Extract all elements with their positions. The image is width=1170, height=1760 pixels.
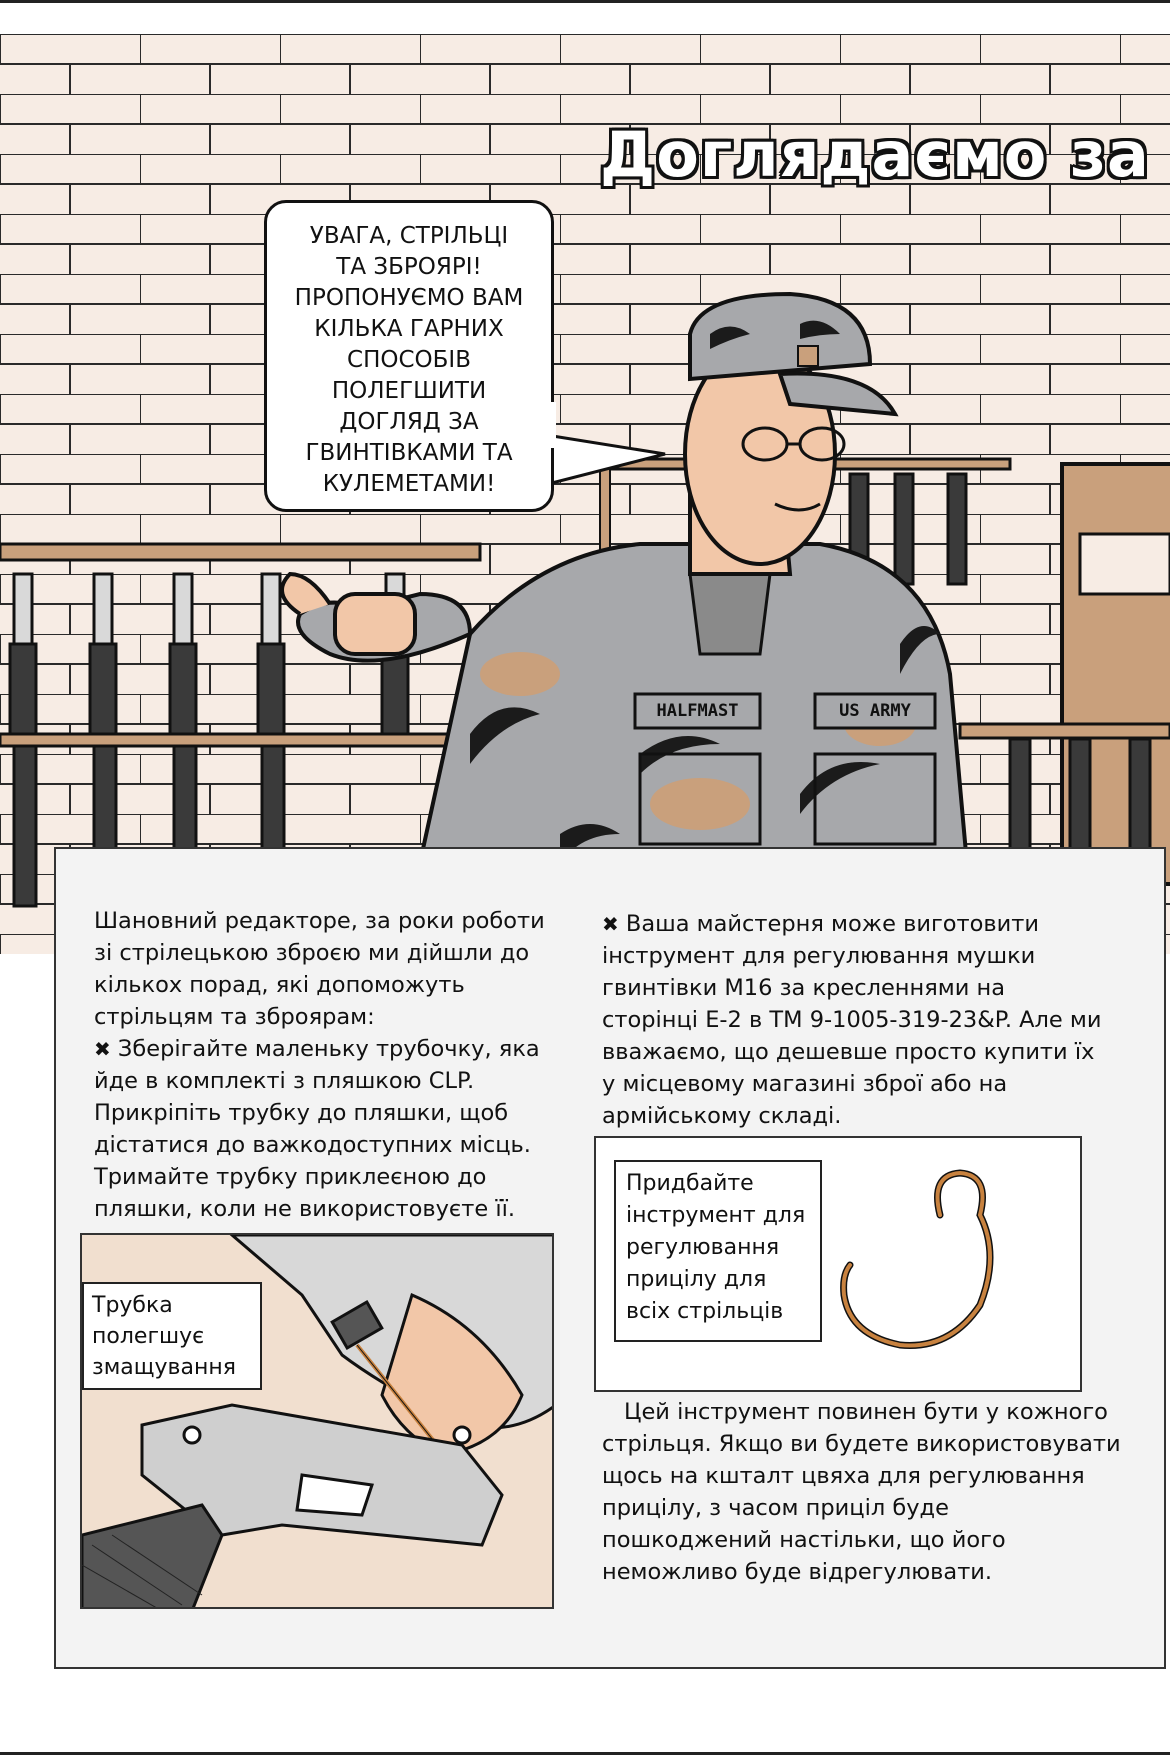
branch-tape: US ARMY [839,701,911,721]
letter-left-column [94,905,564,1225]
speech-bubble [264,200,554,512]
page-title: Доглядаємо за [600,118,1150,191]
pistol-grip [82,1505,222,1609]
rifle-rack-left [0,544,480,560]
letter-tip-tube-text: Зберігайте маленьку трубочку, яка йде в комплекті з пляшкою CLP. Прикріпіть трубку до пляшки, щоб дістатися до важкодоступних місць. Тримайте трубку приклеєною до пляшки, коли не використовуєте її. [94,1036,540,1222]
figure-tool-caption: Придбайте інструмент для регулювання прицілу для всіх стрільців [614,1160,822,1342]
speech-bubble-text: УВАГА, СТРІЛЬЦІ ТА ЗБРОЯРІ! ПРОПОНУЄМО ВАМ КІЛЬКА ГАРНИХ СПОСОБІВ ПОЛЕГШИТИ ДОГЛЯД ЗА ГВИНТІВКАМИ ТА КУЛЕМЕТАМИ! [294,223,524,497]
figure-tube-caption: Трубка полегшує змащування [82,1282,262,1390]
rank-insignia [798,346,818,366]
sight-adjustment-tool-icon [830,1165,1010,1355]
letter-intro: Шановний редакторе, за роки роботи зі стрілецькою зброєю ми дійшли до кількох порад, які допоможуть стрільцям та зброярам: [94,908,545,1030]
bullet-icon: ✖ [94,1037,111,1061]
top-border [0,0,1170,3]
fist [335,594,415,654]
letter-tip-tool-text: Ваша майстерня може виготовити інструмент для регулювання мушки гвинтівки М16 за кресленнями на сторінці Е-2 в ТМ 9-1005-319-23&P. Але ми вважаємо, що дешевше просто купити їх у місцевому магазині зброї або на армійському складі. [602,911,1102,1129]
bullet-icon: ✖ [602,912,619,936]
bottom-border [0,1752,1170,1755]
letter-right-note [602,1396,1122,1588]
letter-right-column [602,908,1102,1132]
letter-tip-tube [94,1033,564,1225]
name-tape: HALFMAST [656,701,739,721]
letter-tip-tool [602,908,1102,1132]
letter-note-text: Цей інструмент повинен бути у кожного стрільця. Якщо ви будете використовувати щось на кшталт цвяха для регулювання прицілу, з часом приціл буде пошкоджений настільки, що його неможливо буде відрегулювати. [602,1399,1121,1585]
